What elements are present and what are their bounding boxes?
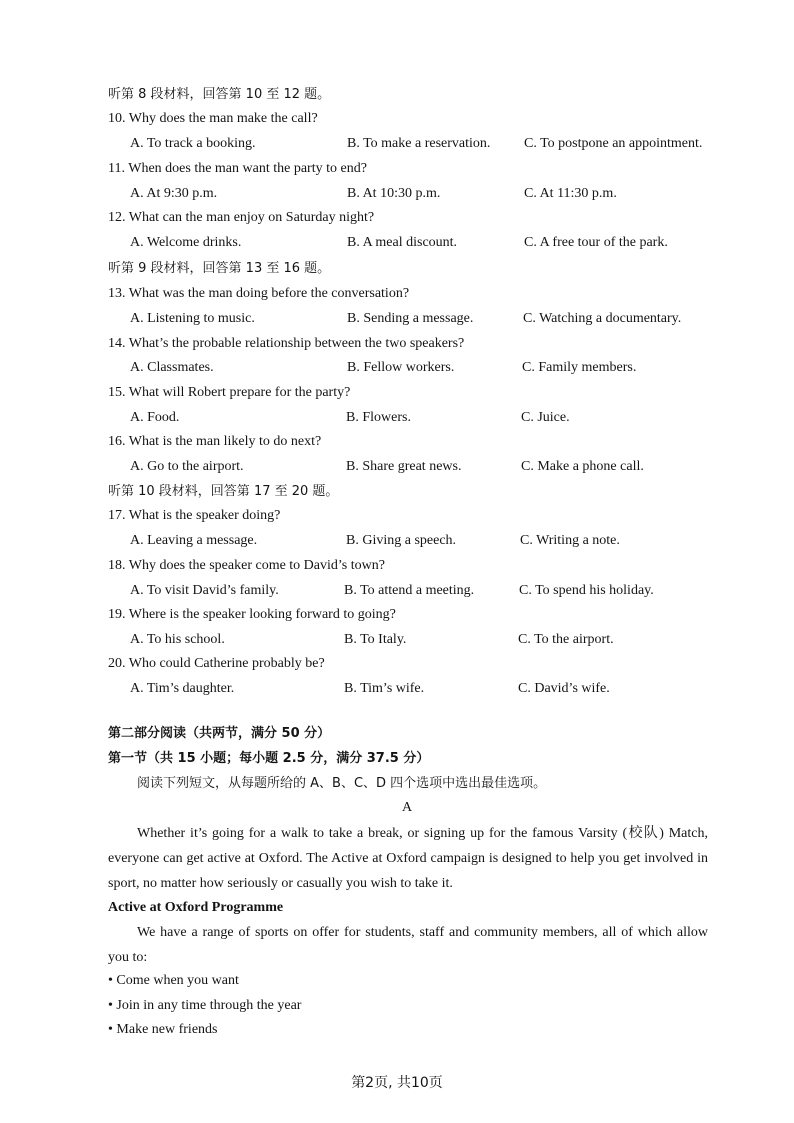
- question-10: 10. Why does the man make the call?: [108, 111, 318, 126]
- option-19-a: A. To his school.: [130, 632, 225, 647]
- option-11-a: A. At 9:30 p.m.: [130, 186, 218, 201]
- option-14-b: B. Fellow workers.: [347, 360, 455, 375]
- option-13-a: A. Listening to music.: [130, 311, 255, 326]
- option-10-a: A. To track a booking.: [130, 136, 256, 151]
- option-16-a: A. Go to the airport.: [130, 459, 244, 474]
- option-20-c: C. David’s wife.: [518, 681, 610, 696]
- listening-section-10: 听第 10 段材料，回答第 17 至 20 题。: [108, 484, 339, 499]
- listening-section-8: 听第 8 段材料，回答第 10 至 12 题。: [108, 87, 331, 102]
- listening-section-9: 听第 9 段材料，回答第 13 至 16 题。: [108, 261, 331, 276]
- option-10-c: C. To postpone an appointment.: [524, 136, 703, 151]
- question-14: 14. What’s the probable relationship between the two speakers?: [108, 336, 465, 351]
- question-18: 18. Why does the speaker come to David’s town?: [108, 558, 385, 573]
- option-15-b: B. Flowers.: [346, 410, 411, 425]
- option-16-b: B. Share great news.: [346, 459, 462, 474]
- question-16: 16. What is the man likely to do next?: [108, 434, 322, 449]
- option-12-c: C. A free tour of the park.: [524, 235, 668, 250]
- option-17-b: B. Giving a speech.: [346, 533, 457, 548]
- option-18-b: B. To attend a meeting.: [344, 583, 475, 598]
- question-13: 13. What was the man doing before the conversation?: [108, 286, 410, 301]
- programme-heading: Active at Oxford Programme: [108, 900, 284, 915]
- option-15-a: A. Food.: [130, 410, 180, 425]
- option-17-a: A. Leaving a message.: [130, 533, 258, 548]
- part2-title: 第二部分阅读（共两节，满分 50 分）: [108, 726, 331, 741]
- reading-instruction: 阅读下列短文，从每题所给的 A、B、C、D 四个选项中选出最佳选项。: [137, 776, 547, 791]
- option-14-c: C. Family members.: [522, 360, 637, 375]
- option-13-b: B. Sending a message.: [347, 311, 474, 326]
- option-13-c: C. Watching a documentary.: [523, 311, 682, 326]
- question-20: 20. Who could Catherine probably be?: [108, 656, 325, 671]
- question-19: 19. Where is the speaker looking forward to going?: [108, 607, 396, 622]
- option-12-a: A. Welcome drinks.: [130, 235, 242, 250]
- passage-paragraph-2: We have a range of sports on offer for students, staff and community members, all of which allow you to:: [108, 925, 708, 965]
- option-14-a: A. Classmates.: [130, 360, 214, 375]
- option-16-c: C. Make a phone call.: [521, 459, 644, 474]
- option-19-b: B. To Italy.: [344, 632, 407, 647]
- option-11-c: C. At 11:30 p.m.: [524, 186, 617, 201]
- option-12-b: B. A meal discount.: [347, 235, 458, 250]
- page-number: 第2页, 共10页: [351, 1075, 443, 1091]
- question-11: 11. When does the man want the party to end?: [108, 161, 367, 176]
- passage-letter: A: [402, 800, 413, 815]
- question-17: 17. What is the speaker doing?: [108, 508, 281, 523]
- option-20-a: A. Tim’s daughter.: [130, 681, 235, 696]
- option-11-b: B. At 10:30 p.m.: [347, 186, 441, 201]
- option-18-c: C. To spend his holiday.: [519, 583, 654, 598]
- question-12: 12. What can the man enjoy on Saturday night?: [108, 210, 375, 225]
- option-17-c: C. Writing a note.: [520, 533, 620, 548]
- option-18-a: A. To visit David’s family.: [130, 583, 279, 598]
- bullet-item: • Join in any time through the year: [108, 998, 302, 1013]
- option-20-b: B. Tim’s wife.: [344, 681, 425, 696]
- passage-paragraph-1: Whether it’s going for a walk to take a break, or signing up for the famous Varsity (校队) Match, everyone can get active at Oxford. The Active at Oxford campaign is designed to help you get involved in sport, no matter how seriously or casually you wish to take it.: [108, 826, 708, 891]
- bullet-item: • Make new friends: [108, 1022, 218, 1037]
- question-15: 15. What will Robert prepare for the party?: [108, 385, 351, 400]
- part2-subsection: 第一节（共 15 小题；每小题 2.5 分，满分 37.5 分）: [108, 751, 430, 766]
- option-10-b: B. To make a reservation.: [347, 136, 491, 151]
- option-15-c: C. Juice.: [521, 410, 570, 425]
- option-19-c: C. To the airport.: [518, 632, 614, 647]
- bullet-item: • Come when you want: [108, 973, 239, 988]
